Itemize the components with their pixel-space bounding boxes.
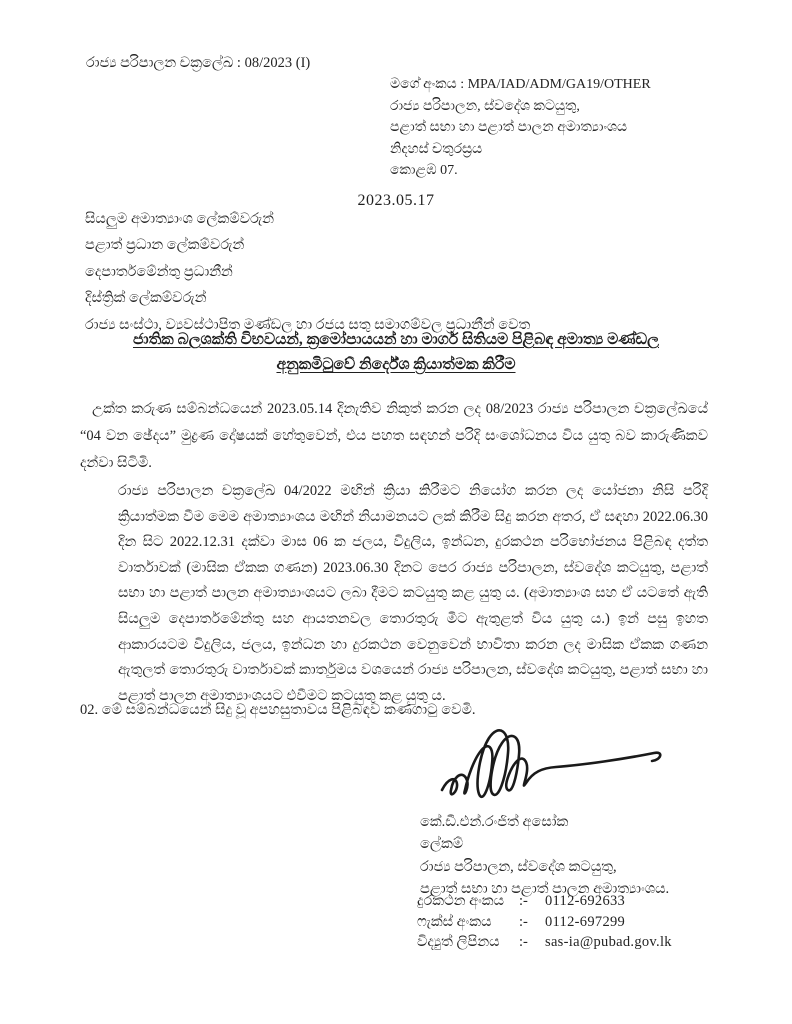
addressee-line: රාජ්‍ය සංස්ථා, ව්‍යවස්ථාපිත මණ්ඩල හා රජය සතු සමාගම්වල ප්‍රධානීන් වෙත [85, 316, 531, 333]
addressee-line: දෙපාර්තමේන්තු ප්‍රධානීන් [85, 263, 233, 280]
letter-date: 2023.05.17 [357, 192, 435, 209]
signatory-org-line-2: පළාත් සභා හා පළාත් පාලන අමාත්‍යාංශය. [420, 880, 670, 897]
addressee-line: දිස්ත්‍රික් ලේකම්වරුන් [85, 290, 207, 307]
fax-label: ෆැක්ස් අංකය [417, 913, 492, 930]
email-label: විද්‍යුත් ලිපිනය [417, 934, 500, 950]
signatory-name: කේ.ඩී.එන්.රංජිත් අසෝක [420, 814, 569, 830]
phone-number: 0112-692633 [545, 893, 626, 909]
amendment-paragraph: රාජ්‍ය පරිපාලන චක්‍රලේඛ 04/2022 මඟින් ක්‍රියා කිරීමට නියෝග කරන ලද යෝජනා නිසි පරිදි ක්‍රියාත්මක වීම මෙම අමාත්‍යාංශය මඟින් නියාමනයට ලක් කිරීම සිදු කරන අතර, ඒ සඳහා 2022.06.30 දින සිට 2022.12.31 දක්වා මාස 06 ක ජලය, විදුලිය, ඉන්ධන, දුරකථන පරිභෝජනය පිළිබඳ දත්ත වාර්තාවක් (මාසික ඒකක ගණන) 2023.06.30 දිනට පෙර රාජ්‍ය පරිපාලන, ස්වදේශ කටයුතු, පළාත් සභා හා පළාත් පාලන අමාත්‍යාංශයට ලබා දීමට කටයුතු කළ යුතු ය. (අමාත්‍යාංශ සහ ඒ යටතේ ඇති සියලුම දෙපාර්තමේන්තු සහ ආයතනවල තොරතුරු මීට ඇතුළත් විය යුතු ය.) ඉන් පසු ඉහත ආකාරයටම විදුලිය, ජලය, ඉන්ධන හා දුරකථන වෙනුවෙන් භාවිතා කරන ලද මාසික ඒකක ගණන ඇතුලත් තොරතුරු වාර්තාවක් කාර්තුමය වශයෙන් රාජ්‍ය පරිපාලන, ස්වදේශ කටයුතු, පළාත් සභා හා පළාත් පාලන අමාත්‍යාංශයට එවීමට කටයුතු කළ යුතු ය. [118, 483, 708, 704]
letter-title-line-2: අනුකමිටුවේ නිර්දේශ ක්‍රියාත්මක කිරීම [276, 356, 516, 373]
contact-details [417, 891, 672, 953]
signature-area [428, 726, 672, 818]
signature-icon [428, 726, 672, 818]
addressee-list [85, 206, 530, 338]
letter-title-line-1: ජාතික බලශක්ති විභවයන්, ක්‍රමෝපායයන් හා මාර්ග සිතියම පිළිබඳ අමාත්‍ය මණ්ඩල [132, 331, 659, 348]
addressee-line: පළාත් ප්‍රධාන ලේකම්වරුන් [85, 237, 245, 254]
ministry-line-1: රාජ්‍ය පරිපාලන, ස්වදේශ කටයුතු, [390, 98, 580, 114]
signatory-org-line-1: රාජ්‍ය පරිපාලන, ස්වදේශ කටයුතු, [420, 858, 617, 875]
address-line-2: කොළඹ 07. [390, 163, 458, 178]
fax-row [417, 912, 672, 933]
phone-separator: :- [519, 893, 528, 909]
circular-number: රාජ්‍ය පරිපාලන චක්‍රලේඛ : 08/2023 (I) [86, 55, 311, 71]
email-separator: :- [519, 934, 528, 950]
my-number-line: මගේ අංකය : MPA/IAD/ADM/GA19/OTHER [390, 77, 651, 92]
signatory-designation: ලේකම් [420, 836, 464, 853]
addressee-line: සියලුම අමාත්‍යාංශ ලේකම්වරුන් [85, 211, 274, 227]
signatory-block [420, 811, 669, 900]
email-address: sas-ia@pubad.gov.lk [545, 934, 672, 950]
phone-label: දුරකථන අංකය [417, 893, 504, 909]
ministry-line-2: පළාත් සභා හා පළාත් පාලන අමාත්‍යාංශය [390, 120, 628, 135]
sender-block [390, 74, 651, 182]
fax-separator: :- [519, 913, 528, 930]
letter-title [66, 327, 726, 377]
phone-row [417, 891, 672, 912]
fax-number: 0112-697299 [545, 913, 626, 930]
address-line-1: නිදහස් චතුරස්‍රය [390, 141, 483, 157]
apology-paragraph: 02. මේ සම්බන්ධයෙන් සිදු වූ අපහසුතාවය පිළිබඳව කණගාටු වෙමි. [80, 702, 476, 718]
intro-paragraph: උක්ත කරුණ සම්බන්ධයෙන් 2023.05.14 දිනැතිව නිකුත් කරන ලද 08/2023 රාජ්‍ය පරිපාලන චක්‍රලේඛයේ “04 වන ඡේදය” මුද්‍රණ දෝෂයක් හේතුවෙන්, එය පහත සඳහන් පරිදි සංශෝධනය විය යුතු බව කාරුණිකව දන්වා සිටිමි. [80, 401, 708, 471]
email-row [417, 932, 672, 953]
